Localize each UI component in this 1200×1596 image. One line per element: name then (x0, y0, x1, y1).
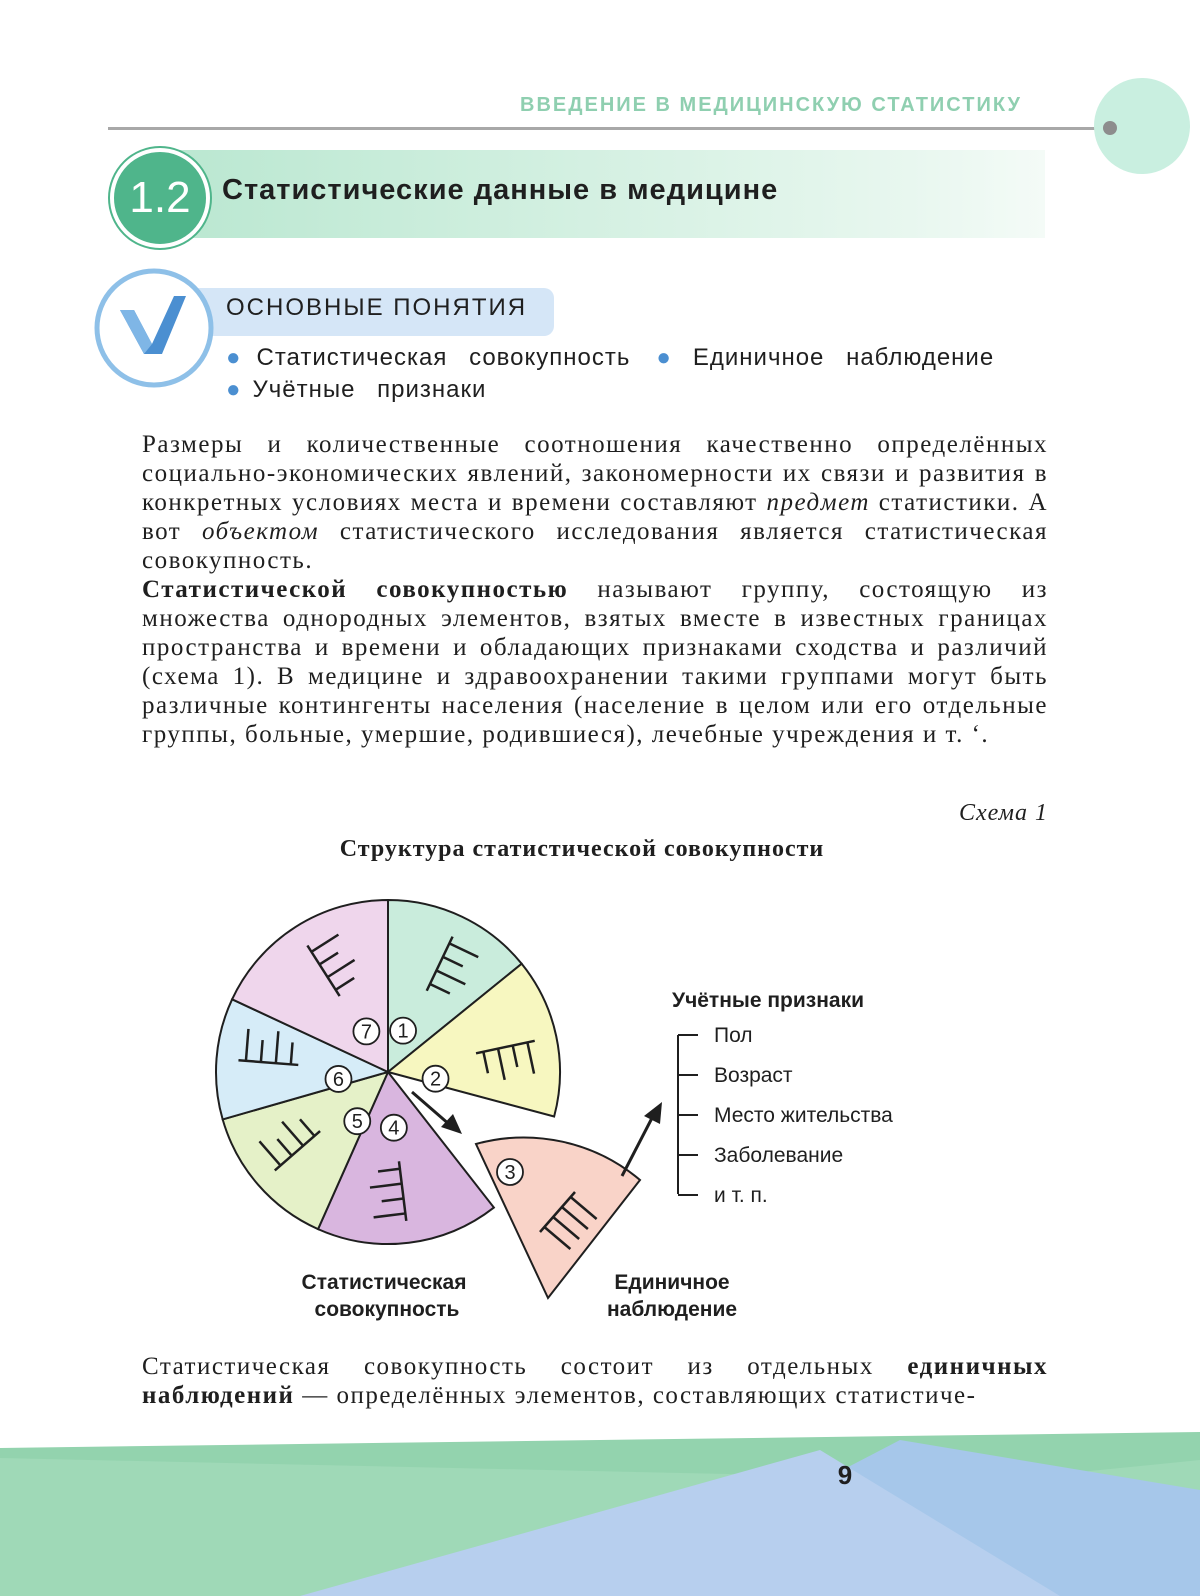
section-title: Статистические данные в медицине (222, 174, 779, 206)
checkmark-icon (92, 266, 216, 390)
paragraph (108, 575, 1048, 749)
feature-item: Пол (714, 1024, 753, 1047)
feature-item: Возраст (714, 1064, 793, 1087)
features-title: Учётные признаки (672, 989, 864, 1012)
concepts-list (226, 342, 1046, 406)
text-run: статистики. А вот (142, 489, 1049, 545)
bullet-icon: ● (226, 344, 241, 371)
arrow-to-features (622, 1102, 662, 1176)
text-run: статистического исследования является статистическая совокупность. (142, 518, 1049, 574)
body-text-bottom (108, 1352, 1048, 1410)
page-number: 9 (837, 1460, 853, 1490)
text-run: Статистическая совокупность состоит из отдельных (142, 1353, 908, 1380)
schema-title: Структура статистической совокупности (339, 836, 825, 862)
term-bold: Статистической совокупностью (142, 576, 569, 603)
feature-item: Заболевание (714, 1144, 844, 1167)
segment-number: 6 (332, 1068, 345, 1091)
features-list (678, 1024, 893, 1207)
text-run: Размеры и количественные соотношения качественно определённых социально-экономических явлений, закономерности их связи и развития в конкретных условиях места и времени составляют (142, 431, 1048, 516)
unit-label: Единичное (614, 1271, 730, 1294)
term-bold: единичных наблюдений (142, 1353, 1048, 1409)
segment-number: 4 (388, 1117, 400, 1140)
concept-item: Единичное наблюдение (692, 344, 995, 371)
segment-number: 5 (351, 1111, 363, 1134)
segment-number: 1 (397, 1020, 409, 1043)
paragraph (108, 430, 1048, 575)
concepts-title: ОСНОВНЫЕ ПОНЯТИЯ (226, 294, 528, 321)
population-label: Статистическая (301, 1271, 467, 1294)
unit-label: наблюдение (606, 1298, 738, 1321)
concept-item: Учётные признаки (252, 376, 487, 403)
feature-item: и т. п. (714, 1184, 768, 1207)
feature-item: Место жительства (714, 1104, 893, 1127)
unit-glyph (291, 1042, 293, 1064)
running-header: ВВЕДЕНИЕ В МЕДИЦИНСКУЮ СТАТИСТИКУ (520, 94, 1022, 116)
bullet-icon: ● (656, 344, 671, 371)
header-rule (108, 127, 1098, 130)
unit-glyph (261, 1040, 263, 1062)
text-run-italic: предмет (766, 489, 870, 516)
header-rule-dot (1103, 121, 1117, 135)
segment-number: 3 (504, 1162, 516, 1184)
segment-number: 2 (429, 1068, 442, 1091)
segment-number: 7 (360, 1021, 372, 1044)
text-run-italic: объектом (202, 518, 320, 545)
body-text (108, 430, 1048, 749)
population-label: совокупность (314, 1298, 460, 1321)
section-number: 1.2 (110, 148, 210, 248)
concept-item: Статистическая совокупность (256, 344, 631, 371)
text-run: называют группу, состоящую из множества однородных элементов, взятых вместе в известных границах пространства и времени и обладающих признаками сходства и различий (схема 1). В медицине и здравоохранении такими группами могут быть различные контингенты населения (население в целом или его отдельные группы, больные, умершие, родившиеся), лечебные учреждения и т. ‘. (142, 576, 1048, 748)
population-structure-diagram (0, 880, 1200, 1340)
schema-label: Схема 1 (958, 800, 1048, 826)
text-run: — определённых элементов, составляющих статистиче- (294, 1382, 977, 1409)
footer-decoration (0, 1420, 1200, 1596)
bullet-icon: ● (226, 376, 241, 403)
paragraph (108, 1352, 1048, 1410)
